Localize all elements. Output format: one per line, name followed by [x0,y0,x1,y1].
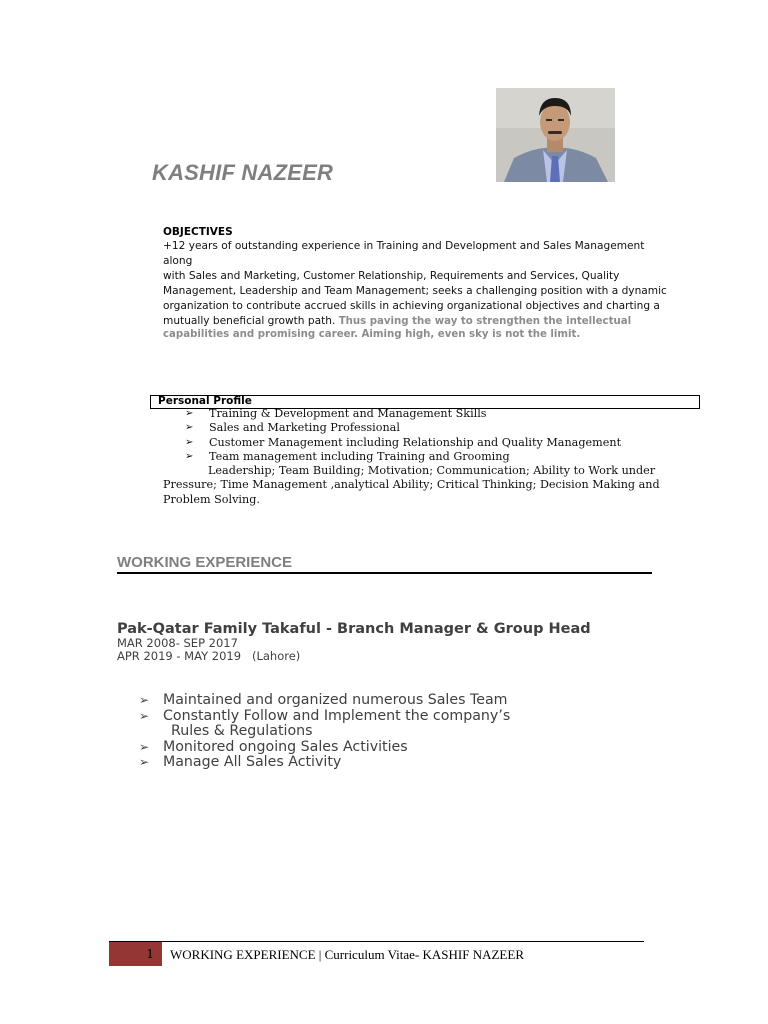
objectives-emphasis-1: Thus paving the way to strengthen the intellectual [338,316,632,327]
job-dates [117,637,300,663]
personal-profile-list [163,407,663,507]
footer-page-number-block [109,942,162,966]
profile-continuation: Leadership; Team Building; Motivation; Communication; Ability to Work under [208,464,656,478]
job-title: Pak-Qatar Family Takaful - Branch Manager & Group Head [117,621,591,637]
job-date: MAR 2008- SEP 2017 [117,636,238,650]
list-item-text: Team management including Training and Grooming [209,449,510,463]
list-item-text: Maintained and organized numerous Sales Team [163,692,508,708]
arrow-bullet-icon: ➢ [185,436,194,448]
candidate-name: KASHIF NAZEER [152,160,334,185]
arrow-bullet-icon: ➢ [139,739,150,754]
objectives-line: with Sales and Marketing, Customer Relationship, Requirements and Services, Quality [163,270,620,282]
list-item [139,693,510,709]
page-number: 1 [146,947,154,961]
list-item [163,436,663,450]
objectives-line [163,314,673,329]
footer-divider [109,941,644,942]
list-item [163,421,663,435]
footer-text: WORKING EXPERIENCE | Curriculum Vitae- KASHIF NAZEER [170,947,524,962]
objectives-line: Management, Leadership and Team Management; seeks a challenging position with a dynamic [163,285,667,297]
personal-profile-heading: Personal Profile [158,395,252,407]
section-divider [117,572,652,574]
profile-continuation: Pressure; Time Management ,analytical Ability; Critical Thinking; Decision Making and [163,478,660,492]
objectives-text [163,239,673,340]
list-item-continuation: Rules & Regulations [171,723,313,739]
profile-continuation: Problem Solving. [163,492,260,506]
objectives-heading: OBJECTIVES [163,226,233,238]
job-date: APR 2019 - MAY 2019 (Lahore) [117,649,301,663]
list-item [139,740,510,756]
arrow-bullet-icon: ➢ [185,450,194,462]
list-item [139,755,510,771]
objectives-emphasis-2: capabilities and promising career. Aiming high, even sky is not the limit [163,329,577,340]
arrow-bullet-icon: ➢ [185,422,194,434]
list-item-text: Manage All Sales Activity [163,754,342,770]
job-duties-list [139,693,510,771]
list-item [139,709,510,725]
arrow-bullet-icon: ➢ [185,408,194,419]
objectives-line: organization to contribute accrued skills in achieving organizational objectives and charting a [163,300,660,312]
list-item-text: Customer Management including Relationship and Quality Management [209,435,622,449]
list-item-text: Constantly Follow and Implement the company’s [163,707,511,724]
list-item-text: Sales and Marketing Professional [209,421,400,435]
list-item [163,407,663,421]
arrow-bullet-icon: ➢ [139,708,150,723]
objectives-line-start: mutually beneficial growth path. [163,315,339,327]
objectives-line: +12 years of outstanding experience in Training and Development and Sales Management along [163,240,645,267]
list-item [163,450,663,464]
list-item-text: Monitored ongoing Sales Activities [163,738,408,755]
arrow-bullet-icon: ➢ [139,755,150,769]
arrow-bullet-icon: ➢ [139,693,150,707]
list-item-text: Training & Development and Management Skills [209,407,487,420]
objectives-emphasis-end: . [576,329,581,340]
profile-photo [496,88,615,182]
objectives-line [163,329,673,340]
working-experience-heading: WORKING EXPERIENCE [117,554,293,571]
